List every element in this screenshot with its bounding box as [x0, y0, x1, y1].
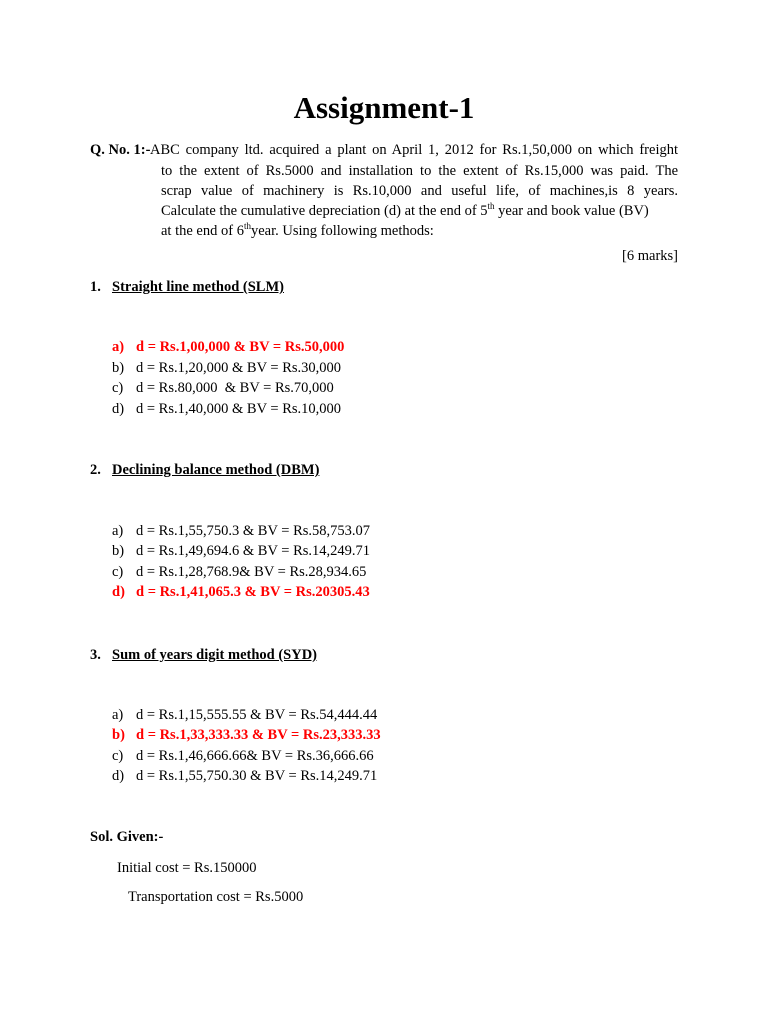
option-slm-a: [112, 337, 344, 357]
section-number: 3.: [90, 647, 101, 663]
option-text: d = Rs.1,55,750.3 & BV = Rs.58,753.07: [136, 523, 371, 539]
option-label: d): [112, 401, 125, 417]
option-text: d = Rs.1,49,694.6 & BV = Rs.14,249.71: [136, 543, 371, 559]
section-number: 2.: [90, 462, 101, 478]
option-text: d = Rs.1,20,000 & BV = Rs.30,000: [136, 360, 342, 376]
option-text: d = Rs.1,41,065.3 & BV = Rs.20305.43: [136, 584, 370, 600]
option-text: d = Rs.1,40,000 & BV = Rs.10,000: [136, 401, 342, 417]
option-syd-c: [112, 746, 374, 766]
option-dbm-c: [112, 562, 366, 582]
option-label: d): [112, 584, 125, 600]
section-title: Declining balance method (DBM): [112, 462, 320, 478]
option-text: d = Rs.1,00,000 & BV = Rs.50,000: [136, 339, 345, 355]
question-line-5-text-end: year. Using following methods:: [250, 223, 434, 239]
superscript-th: th: [243, 221, 251, 231]
option-label: b): [112, 727, 125, 743]
option-dbm-b: [112, 541, 370, 561]
option-label: a): [112, 339, 125, 355]
option-label: b): [112, 543, 125, 559]
option-text: d = Rs.1,33,333.33 & BV = Rs.23,333.33: [136, 727, 381, 743]
section-title: Sum of years digit method (SYD): [112, 647, 318, 663]
section-heading-dbm: [90, 462, 319, 479]
question-line-4-text-end: year and book value (BV): [494, 203, 649, 219]
option-label: b): [112, 360, 125, 376]
option-text: d = Rs.1,46,666.66& BV = Rs.36,666.66: [136, 748, 374, 764]
option-text: d = Rs.1,28,768.9& BV = Rs.28,934.65: [136, 564, 367, 580]
option-syd-d: [112, 766, 377, 786]
question-line-5-text: at the end of 6: [161, 223, 244, 239]
option-label: c): [112, 748, 124, 764]
option-label: a): [112, 707, 124, 723]
option-slm-b: [112, 358, 341, 378]
question-line-4-text: Calculate the cumulative depreciation (d) at the end of 5: [161, 203, 488, 219]
marks-label: [6 marks]: [622, 248, 678, 264]
question-line-1: ABC company ltd. acquired a plant on April 1, 2012 for Rs.1,50,000 on which freight: [150, 142, 678, 158]
option-text: d = Rs.80,000 & BV = Rs.70,000: [136, 380, 334, 396]
section-heading-syd: [90, 647, 317, 664]
option-label: c): [112, 564, 124, 580]
option-label: a): [112, 523, 124, 539]
option-slm-d: [112, 399, 341, 419]
question-line-2: to the extent of Rs.5000 and installation to the extent of Rs.15,000 was paid. The: [161, 163, 678, 179]
solution-heading: Sol. Given:-: [90, 829, 164, 845]
option-slm-c: [112, 378, 334, 398]
question-line-3: scrap value of machinery is Rs.10,000 and useful life, of machines,is 8 years.: [161, 183, 678, 199]
option-syd-b: [112, 725, 381, 745]
option-dbm-a: [112, 521, 370, 541]
option-text: d = Rs.1,15,555.55 & BV = Rs.54,444.44: [136, 707, 378, 723]
given-initial-cost: Initial cost = Rs.150000: [117, 860, 257, 876]
option-dbm-d: [112, 582, 370, 602]
section-number: 1.: [90, 279, 101, 295]
option-label: c): [112, 380, 124, 396]
section-title: Straight line method (SLM): [112, 279, 284, 295]
superscript-th: th: [487, 201, 495, 211]
given-transportation-cost: Transportation cost = Rs.5000: [128, 889, 304, 905]
option-syd-a: [112, 705, 377, 725]
page-title: Assignment-1: [293, 90, 475, 125]
option-label: d): [112, 768, 125, 784]
question-label: Q. No. 1:-: [90, 142, 151, 158]
option-text: d = Rs.1,55,750.30 & BV = Rs.14,249.71: [136, 768, 378, 784]
question-line-4: [161, 201, 678, 222]
question-line-5: [161, 221, 678, 242]
section-heading-slm: [90, 279, 284, 296]
